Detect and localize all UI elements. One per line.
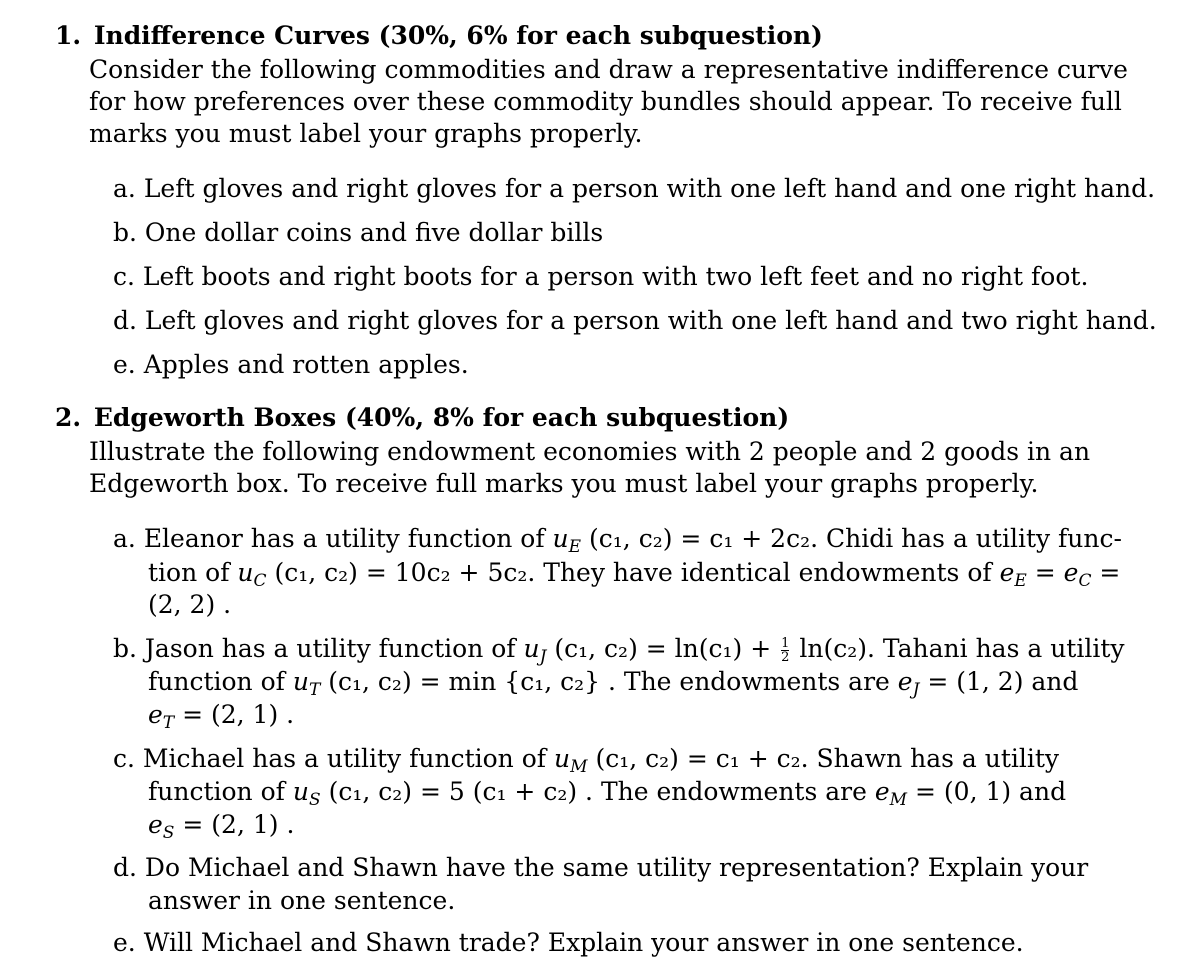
q2-item-b-letter: b. xyxy=(113,634,137,663)
q2-item-b-text-2: (c₁, c₂) = ln(c₁) + xyxy=(546,634,780,663)
q2-heading xyxy=(55,402,789,434)
q2-item-b-text-7: = (2, 1) . xyxy=(174,700,295,729)
utility-symbol-jason: u xyxy=(523,634,540,663)
q1-item-e-text: Apples and rotten apples. xyxy=(143,350,469,379)
q2-item-a-text-1: Eleanor has a utility function of xyxy=(143,524,553,553)
q1-item-c xyxy=(113,261,1088,293)
q1-intro-line-1: Consider the following commodities and draw a representative indifference curve xyxy=(89,55,1128,84)
q1-item-d xyxy=(113,305,1157,337)
utility-subscript-michael: M xyxy=(570,757,588,777)
q2-item-c-text-1: Michael has a utility function of xyxy=(142,744,554,773)
q1-item-a xyxy=(113,173,1155,205)
q2-item-a-text-2: (c₁, c₂) = c₁ + 2c₂. Chidi has a utility func- xyxy=(581,524,1122,553)
q2-item-d-line-2: answer in one sentence. xyxy=(148,886,456,915)
endowment-subscript-eleanor: E xyxy=(1014,571,1027,591)
q2-item-e xyxy=(113,927,1024,959)
q2-item-a-line-2 xyxy=(148,557,1120,597)
endowment-subscript-chidi: C xyxy=(1078,571,1092,591)
endowment-symbol-chidi: e xyxy=(1063,558,1079,587)
q2-item-c-text-3: function of xyxy=(148,777,293,806)
q2-item-c-text-4: (c₁, c₂) = 5 (c₁ + c₂) . The endowments are xyxy=(320,777,875,806)
q1-item-a-letter: a. xyxy=(113,174,136,203)
endowment-symbol-michael: e xyxy=(874,777,890,806)
one-half-fraction xyxy=(781,637,789,664)
endowment-subscript-michael: M xyxy=(889,790,908,810)
q2-number: 2. xyxy=(55,403,82,432)
utility-subscript-jason: J xyxy=(539,647,547,667)
q1-item-c-text: Left boots and right boots for a person with two left feet and no right foot. xyxy=(142,262,1089,291)
q2-item-c-letter: c. xyxy=(113,744,135,773)
q2-item-c-text-2: (c₁, c₂) = c₁ + c₂. Shawn has a utility xyxy=(587,744,1060,773)
q2-item-b-text-3: ln(c₂). Tahani has a utility xyxy=(791,634,1125,663)
q2-item-a-letter: a. xyxy=(113,524,136,553)
q2-item-d-text-1: Do Michael and Shawn have the same utility representation? Explain your xyxy=(144,853,1089,882)
q1-item-d-letter: d. xyxy=(113,306,137,335)
q2-item-b-line-3 xyxy=(148,699,294,739)
q1-item-b xyxy=(113,217,603,249)
q2-intro-line-2: Edgeworth box. To receive full marks you must label your graphs properly. xyxy=(89,469,1039,498)
endowment-subscript-tahani: T xyxy=(162,713,175,733)
q2-item-e-letter: e. xyxy=(113,928,136,957)
q1-intro-line-2: for how preferences over these commodity bundles should appear. To receive full xyxy=(89,87,1122,116)
q1-item-a-text: Left gloves and right gloves for a person with one left hand and one right hand. xyxy=(143,174,1156,203)
equals-sign: = xyxy=(1026,558,1064,587)
utility-symbol-eleanor: u xyxy=(552,524,569,553)
q1-item-b-text: One dollar coins and five dollar bills xyxy=(144,218,604,247)
utility-subscript-shawn: S xyxy=(308,790,321,810)
q2-item-d-letter: d. xyxy=(113,853,137,882)
utility-symbol-shawn: u xyxy=(292,777,309,806)
utility-subscript-tahani: T xyxy=(308,680,321,700)
q2-item-b-text-4: function of xyxy=(148,667,293,696)
q2-item-b-text-6: = (1, 2) and xyxy=(919,667,1079,696)
q2-item-c-text-6: = (2, 1) . xyxy=(174,810,295,839)
q2-item-a-text-3: tion of xyxy=(148,558,238,587)
utility-symbol-chidi: u xyxy=(237,558,254,587)
utility-symbol-michael: u xyxy=(553,744,571,773)
endowment-symbol-jason: e xyxy=(897,667,913,696)
endowment-symbol-tahani: e xyxy=(148,700,163,729)
q1-intro-line-3: marks you must label your graphs properly. xyxy=(89,119,643,148)
endowment-subscript-jason: J xyxy=(912,680,920,700)
q2-item-a-line-3: (2, 2) . xyxy=(148,590,232,619)
utility-symbol-tahani: u xyxy=(292,667,309,696)
endowment-subscript-shawn: S xyxy=(162,823,175,843)
q1-title: Indifference Curves (30%, 6% for each subquestion) xyxy=(93,21,823,50)
q2-item-b-text-5: (c₁, c₂) = min {c₁, c₂} . The endowments are xyxy=(320,667,898,696)
utility-subscript-eleanor: E xyxy=(568,537,582,557)
q2-intro-line-1: Illustrate the following endowment economies with 2 people and 2 goods in an xyxy=(89,437,1091,466)
fraction-denominator: 2 xyxy=(781,650,790,665)
endowment-symbol-shawn: e xyxy=(148,810,163,839)
q2-item-e-text: Will Michael and Shawn trade? Explain your answer in one sentence. xyxy=(143,928,1024,957)
endowment-symbol-eleanor: e xyxy=(999,558,1015,587)
q1-number: 1. xyxy=(55,21,82,50)
q2-title: Edgeworth Boxes (40%, 8% for each subquestion) xyxy=(93,403,790,432)
utility-subscript-chidi: C xyxy=(253,571,267,591)
q2-item-c-text-5: = (0, 1) and xyxy=(907,777,1067,806)
q1-item-c-letter: c. xyxy=(113,262,135,291)
q1-heading xyxy=(55,20,823,52)
q1-item-b-letter: b. xyxy=(113,218,137,247)
q1-item-e-letter: e. xyxy=(113,350,136,379)
q2-item-b-text-1: Jason has a utility function of xyxy=(144,634,524,663)
fraction-numerator: 1 xyxy=(781,636,790,651)
equals-sign-end: = xyxy=(1091,558,1121,587)
q2-item-a-text-4: (c₁, c₂) = 10c₂ + 5c₂. They have identical endowments of xyxy=(266,558,1000,587)
q1-item-d-text: Left gloves and right gloves for a person with one left hand and two right hand. xyxy=(144,306,1157,335)
q2-item-d-line-1 xyxy=(113,852,1088,884)
q2-item-c-line-3 xyxy=(148,809,294,849)
q1-item-e xyxy=(113,349,469,381)
